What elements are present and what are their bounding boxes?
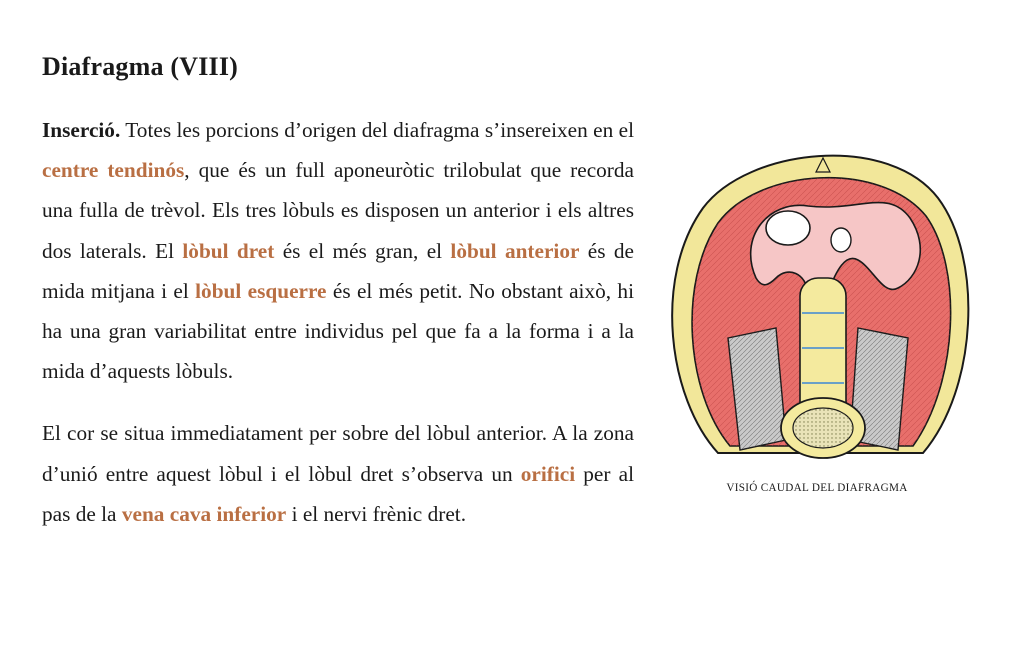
term-orifici: orifici	[520, 461, 576, 486]
text-segment: , que és un full aponeuròtic trilobulat que recorda una fulla de trèvol. Els tres lòbuls es disposen un anterior i els altres dos laterals. El	[42, 158, 634, 263]
term-lobul-anterior: lòbul anterior	[450, 238, 580, 263]
text-segment: per al pas de la	[42, 461, 634, 526]
term-lobul-esquerre: lòbul esquerre	[195, 278, 327, 303]
text-segment: Totes les porcions d’origen del diafragma s’insereixen en el	[120, 118, 634, 142]
vena-cava-orifice	[766, 211, 810, 245]
lead-term: Inserció.	[42, 118, 121, 142]
paragraph-cor	[42, 413, 634, 534]
figure-caption: VISIÓ CAUDAL DEL DIAFRAGMA	[726, 482, 908, 494]
text-segment: El cor se situa immediatament per sobre del lòbul anterior. A la zona d’unió entre aquest lòbul i el lòbul dret s’observa un	[42, 421, 634, 486]
paragraph-insercio	[42, 110, 634, 391]
body-text	[42, 110, 634, 556]
text-segment: és de mida mitjana i el	[42, 238, 634, 303]
term-centre-tendinos: centre tendinós	[42, 158, 185, 183]
page-title: Diafragma (VIII)	[42, 52, 239, 81]
text-segment: i el nervi frènic dret.	[286, 501, 467, 526]
term-vena-cava-inferior: vena cava inferior	[121, 501, 287, 526]
term-lobul-dret: lòbul dret	[182, 238, 275, 263]
esophageal-hiatus	[831, 228, 851, 252]
diaphragm-illustration	[658, 128, 976, 470]
text-segment: és el més petit. No obstant això, hi ha una gran variabilitat entre individus pel que fa a la forma i a la mida d’aquests lòbuls.	[42, 278, 634, 384]
text-segment: és el més gran, el	[274, 238, 451, 263]
